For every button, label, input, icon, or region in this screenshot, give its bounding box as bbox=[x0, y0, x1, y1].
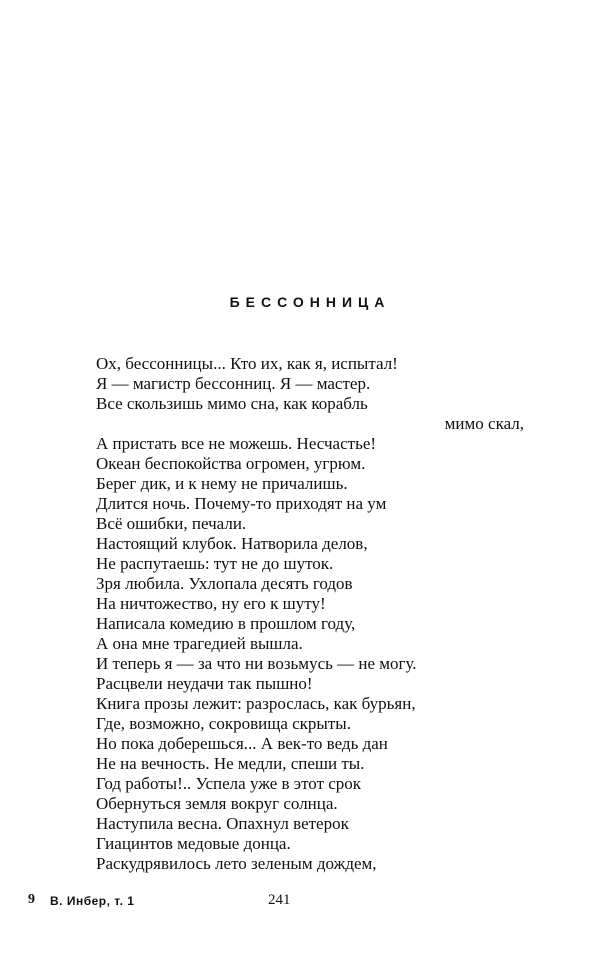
poem-line: Берег дик, и к нему не причалишь. bbox=[96, 474, 348, 493]
poem-line: На ничтожество, ну его к шуту! bbox=[96, 594, 326, 613]
poem-line: Но пока доберешься... А век-то ведь дан bbox=[96, 734, 388, 753]
poem-line: Раскудрявилось лето зеленым дождем, bbox=[96, 854, 377, 873]
poem-title: БЕССОННИЦА bbox=[229, 294, 391, 310]
poem-line: Не распутаешь: тут не до шуток. bbox=[96, 554, 334, 573]
poem-line: Написала комедию в прошлом году, bbox=[96, 614, 356, 633]
poem-line: Океан беспокойства огромен, угрюм. bbox=[96, 454, 366, 473]
poem-line-continuation: мимо скал, bbox=[444, 414, 524, 433]
signature-mark: 9 bbox=[28, 892, 35, 907]
poem-line: Длится ночь. Почему-то приходят на ум bbox=[96, 494, 387, 513]
poem-line: А пристать все не можешь. Несчастье! bbox=[96, 434, 377, 453]
poem-line: Настоящий клубок. Натворила делов, bbox=[96, 534, 368, 553]
poem-line: Зря любила. Ухлопала десять годов bbox=[96, 574, 353, 593]
page-number: 241 bbox=[268, 892, 291, 908]
poem-line: Год работы!.. Успела уже в этот срок bbox=[96, 774, 362, 793]
poem-line: Где, возможно, сокровища скрыты. bbox=[96, 714, 351, 733]
poem-line: Я — магистр бессонниц. Я — мастер. bbox=[96, 374, 371, 393]
poem-line: Книга прозы лежит: разрослась, как бурьян, bbox=[96, 694, 416, 713]
poem-line: Расцвели неудачи так пышно! bbox=[96, 674, 313, 693]
poem-line: Обернуться земля вокруг солнца. bbox=[96, 794, 338, 813]
poem-line: Все скользишь мимо сна, как корабль bbox=[96, 394, 368, 413]
poem-line: Наступила весна. Опахнул ветерок bbox=[96, 814, 349, 833]
author-volume: В. Инбер, т. 1 bbox=[50, 894, 135, 908]
poem-line: Всё ошибки, печали. bbox=[96, 514, 247, 533]
page-footer bbox=[0, 892, 600, 916]
poem-line: Ох, бессонницы... Кто их, как я, испытал! bbox=[96, 354, 398, 373]
poem-line: Гиацинтов медовые донца. bbox=[96, 834, 291, 853]
poem-line: Не на вечность. Не медли, спеши ты. bbox=[96, 754, 365, 773]
poem-line: А она мне трагедией вышла. bbox=[96, 634, 303, 653]
poem-line: И теперь я — за что ни возьмусь — не могу. bbox=[96, 654, 417, 673]
poem-text bbox=[96, 354, 526, 874]
